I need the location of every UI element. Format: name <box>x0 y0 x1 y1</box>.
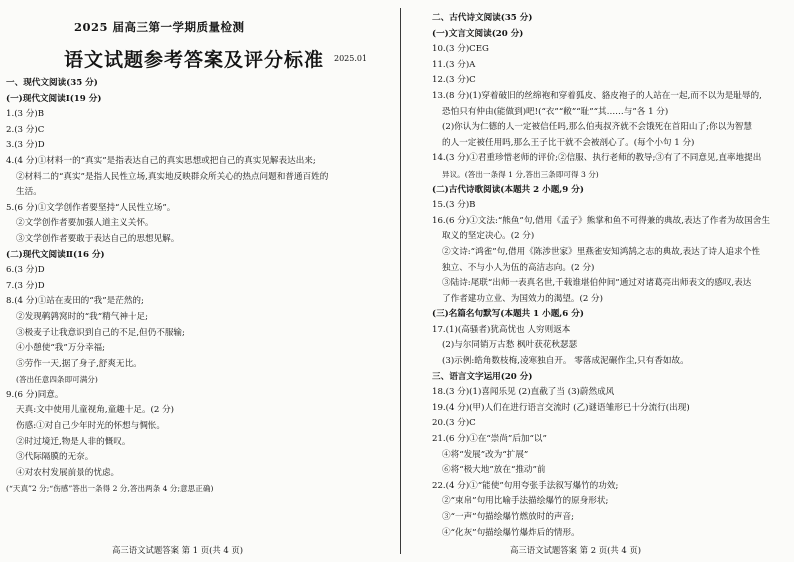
answer-line: 的人一定被任用吗,那么王子比干就不会被剖心了。(每个小句 1 分) <box>442 137 695 148</box>
answer-line: 8.(4 分)①站在麦田的“我”是茫然的; <box>6 296 144 307</box>
answer-line: 恐怕只有仲由(能做到)吧!(“衣”“敝”“耻”“其……与”各 1 分) <box>442 106 669 117</box>
answer-line: (2)你认为仁德的人一定被信任吗,那么伯夷叔齐就不会饿死在首阳山了;你以为智慧 <box>442 122 752 133</box>
answer-line: 7.(3 分)D <box>6 280 45 291</box>
answer-line: 15.(3 分)B <box>432 200 476 211</box>
answer-line: (3)示例:皓角数枝梅,凌寒独自开。 零落成泥碾作尘,只有香如故。 <box>442 356 689 367</box>
answer-line: ③“一声”句描绘爆竹燃放时的声音; <box>442 512 574 522</box>
answer-line: ⑤劳作一天,据了身子,舒爽无比。 <box>16 358 142 369</box>
answer-line: 16.(6 分)①文法:“熊鱼”句,借用《孟子》熊掌和鱼不可得兼的典故,表达了作者为故国舍生 <box>432 215 770 226</box>
answer-line: 11.(3 分)A <box>432 59 476 70</box>
answer-line: 18.(3 分)(1)喜闻乐见 (2)直截了当 (3)蔚然成风 <box>432 387 615 398</box>
answer-line: 14.(3 分)①君重珍惜老师的评价;②信服、执行老师的教导;③有了不同意见,直率地提出 <box>432 153 762 164</box>
answer-line: ②材料二的“真实”是指人民性立场,真实地反映群众所关心的热点问题和普通百姓的 <box>16 171 329 182</box>
answer-line: (三)名篇名句默写(本题共 1 小题,6 分) <box>432 309 584 320</box>
answer-line: ⑥将“极大地”放在“推动”前 <box>442 465 546 476</box>
answer-line: 三、语言文字运用(20 分) <box>432 371 533 382</box>
answer-line: 19.(4 分)(甲)人们在进行语言交流时 (乙)谜语雏形已十分流行(出现) <box>432 402 690 413</box>
page-divider <box>400 8 401 554</box>
answer-line: ④“化灰”句描绘爆竹爆炸后的情形。 <box>442 527 580 538</box>
answer-line: ④小憩使“我”万分幸福; <box>16 343 106 354</box>
answer-line: ④对农村发展前景的忧虑。 <box>16 467 120 478</box>
answer-line: ②文学创作者要加强人道主义关怀。 <box>16 218 154 229</box>
answer-line: 12.(3 分)C <box>432 75 476 86</box>
exam-title: 2025 届高三第一学期质量检测 <box>74 20 245 34</box>
answer-line: 21.(6 分)①在“崇尚”后加“以” <box>432 434 547 445</box>
answer-line: 6.(3 分)D <box>6 265 45 276</box>
answer-line: 生活。 <box>16 187 42 198</box>
answer-line: ②文诗:“鸿雀”句,借用《陈涉世家》里燕雀安知鸿鹄之志的典故,表达了诗人追求个性 <box>442 246 760 257</box>
answer-line: 伤感:①对自己少年时光的怀想与惆怅。 <box>16 421 165 432</box>
answer-line: ②时过境迁,物是人非的慨叹。 <box>16 436 131 447</box>
answer-line: (二)现代文阅读Ⅱ(16 分) <box>6 249 105 260</box>
date: 2025.01 <box>334 54 368 63</box>
answer-line: 5.(6 分)①文学创作者要坚持“人民性立场”。 <box>6 202 176 213</box>
main-title: 语文试题参考答案及评分标准 <box>64 49 325 71</box>
answer-line: ②发现鹌鹑窝时的“我”精气神十足; <box>16 311 148 322</box>
answer-line: 20.(3 分)C <box>432 418 476 429</box>
answer-line: 3.(3 分)D <box>6 140 45 151</box>
answer-line: 独立、不与小人为伍的高洁志向。(2 分) <box>442 262 595 273</box>
answer-line: ②“束帛”句用比喻手法描绘爆竹的原身形状; <box>442 496 609 507</box>
answer-line: 了作者建功立业、为国效力的渴望。(2 分) <box>442 293 603 304</box>
footer-left: 高三语文试题答案 第 1 页(共 4 页) <box>112 545 244 555</box>
answer-line: 22.(4 分)①“能使”句用夸张手法叙写爆竹的功效; <box>432 480 619 491</box>
answer-line: (2)与尔同销万古愁 枫叶获花秋瑟瑟 <box>442 340 578 351</box>
answer-line: ④将“发展”改为“扩展” <box>442 449 529 460</box>
answer-line: 9.(6 分)同意。 <box>6 389 64 400</box>
answer-line: 4.(4 分)①材料一的“真实”是指表达自己的真实思想或把自己的真实见解表达出来; <box>6 155 316 166</box>
answer-line: ③代际隔膜的无奈。 <box>16 452 94 463</box>
left-page-content <box>6 76 394 497</box>
answer-line: 10.(3 分)CEG <box>432 44 489 55</box>
answer-line: 17.(1)(高骚者)犹高忧也 人穷则返本 <box>432 324 571 335</box>
answer-line: 1.(3 分)B <box>6 109 45 120</box>
answer-line: ③陆诗:尾联“出师一表真名世,千载谁堪伯仲间”通过对诸葛亮出师表文的感叹,表达 <box>442 278 752 289</box>
answer-line: ③文学创作者要敢于表达自己的思想见解。 <box>16 233 180 244</box>
answer-line: 13.(8 分)(1)穿着破旧的丝绵袍和穿着狐皮、貉皮袍子的人站在一起,而不以为是耻辱的, <box>432 90 762 101</box>
answer-line: 取义的坚定决心。(2 分) <box>442 231 535 242</box>
answer-line: ③极麦子让我意识到自己的不足,但仍不服输; <box>16 327 185 338</box>
answer-line: (一)现代文阅读Ⅰ(19 分) <box>6 93 102 104</box>
answer-line: (二)古代诗歌阅读(本题共 2 小题,9 分) <box>432 184 584 195</box>
answer-line: 异议。(答出一条得 1 分,答出三条即可得 3 分) <box>442 169 599 179</box>
right-page-content <box>432 11 790 541</box>
answer-line: 天真:文中使用儿童视角,童趣十足。(2 分) <box>16 405 175 416</box>
answer-line: 2.(3 分)C <box>6 124 45 135</box>
answer-line: (“天真”2 分;“伤感”答出一条得 2 分,答出两条 4 分;意思正确) <box>6 484 214 494</box>
answer-line: 二、古代诗文阅读(35 分) <box>432 13 533 23</box>
answer-line: (答出任意四条即可满分) <box>16 375 98 385</box>
footer-right: 高三语文试题答案 第 2 页(共 4 页) <box>510 545 642 555</box>
answer-line: 一、现代文阅读(35 分) <box>6 78 98 88</box>
answer-line: (一)文言文阅读(20 分) <box>432 28 524 39</box>
